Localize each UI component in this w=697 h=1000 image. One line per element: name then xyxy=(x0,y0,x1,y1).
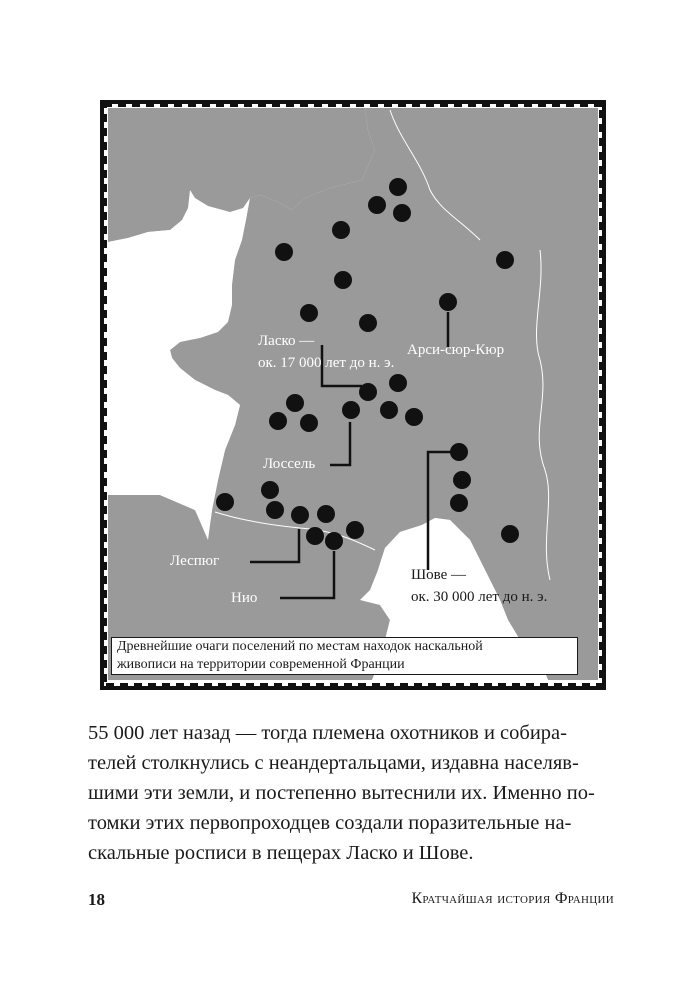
label-laussel: Лоссель xyxy=(263,456,316,472)
site-dot xyxy=(291,506,309,524)
running-head: Кратчайшая история Франции xyxy=(411,890,614,907)
body-paragraph xyxy=(88,718,616,868)
site-dot xyxy=(275,243,293,261)
site-dot xyxy=(393,204,411,222)
site-dot xyxy=(216,493,234,511)
site-dot xyxy=(439,293,457,311)
label-lascaux-date: ок. 17 000 лет до н. э. xyxy=(258,355,395,371)
label-lascaux-name: Ласко — xyxy=(258,333,315,349)
site-dot xyxy=(501,525,519,543)
site-dot xyxy=(496,251,514,269)
site-dot xyxy=(453,471,471,489)
site-dot xyxy=(359,314,377,332)
map-figure xyxy=(100,100,606,690)
body-line-1: 55 000 лет назад — тогда племена охотников и собира- xyxy=(88,722,567,744)
caption-line-2: живописи на территории современной Франции xyxy=(117,657,405,672)
site-dot xyxy=(300,304,318,322)
site-dot xyxy=(325,532,343,550)
site-dot xyxy=(261,481,279,499)
site-dot xyxy=(389,374,407,392)
site-dot xyxy=(269,412,287,430)
site-dot xyxy=(342,401,360,419)
caption-line-1: Древнейшие очаги поселений по местам находок наскальной xyxy=(117,639,483,654)
label-arcy: Арси-сюр-Кюр xyxy=(407,342,505,358)
site-dot xyxy=(317,505,335,523)
site-dot xyxy=(346,521,364,539)
body-line-2: телей столкнулись с неандертальцами, издавна населяв- xyxy=(88,752,579,774)
site-dot xyxy=(334,271,352,289)
site-dot xyxy=(368,196,386,214)
site-dot xyxy=(300,414,318,432)
site-dot xyxy=(286,394,304,412)
site-dot xyxy=(332,221,350,239)
site-dot xyxy=(405,408,423,426)
site-dot xyxy=(389,178,407,196)
body-line-3: шими эти земли, и постепенно вытеснили их. Именно по- xyxy=(88,782,595,804)
body-line-4: томки этих первопроходцев создали поразительные на- xyxy=(88,812,572,834)
site-dot xyxy=(266,501,284,519)
map-caption xyxy=(111,637,578,675)
site-dot xyxy=(380,401,398,419)
body-line-5: скальные росписи в пещерах Ласко и Шове. xyxy=(88,842,474,864)
label-chauvet-name: Шове — xyxy=(411,567,467,583)
label-lespugue: Леспюг xyxy=(170,553,220,569)
site-dot xyxy=(450,494,468,512)
page-number: 18 xyxy=(88,890,105,909)
label-niaux: Нио xyxy=(231,590,258,606)
site-dot xyxy=(306,527,324,545)
label-chauvet-date: ок. 30 000 лет до н. э. xyxy=(411,589,548,605)
